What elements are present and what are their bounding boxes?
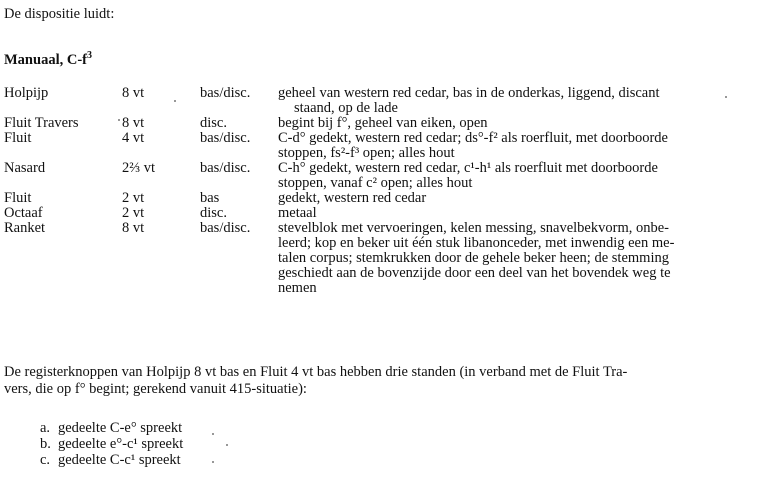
scan-speck <box>212 461 214 463</box>
register-description <box>278 191 718 206</box>
knob-positions-list <box>40 420 183 468</box>
list-item-text: gedeelte e°-c¹ spreekt <box>58 436 184 452</box>
list-item <box>40 420 183 436</box>
description-line: leerd; kop en beker uit één stuk libanonceder, met inwendig een me- <box>278 235 675 251</box>
register-table <box>4 86 718 296</box>
scan-speck <box>226 444 228 446</box>
list-item-label: b. <box>40 436 51 452</box>
register-range: bas <box>200 190 220 206</box>
description-line: geschiedt aan de bovenzijde door een deel van het bovendek weg te <box>278 265 671 281</box>
description-line: C-d° gedekt, western red cedar; ds°-f² als roerfluit, met doorboorde <box>278 130 668 146</box>
list-item-label: a. <box>40 420 51 436</box>
register-description <box>278 221 718 296</box>
register-size: 2 vt <box>122 205 145 221</box>
register-range: bas/disc. <box>200 160 251 176</box>
list-item-label: c. <box>40 452 51 468</box>
list-item-text: gedeelte C-c¹ spreekt <box>58 452 181 468</box>
register-name: Ranket <box>4 220 46 236</box>
table-row <box>4 221 718 296</box>
register-name: Octaaf <box>4 205 43 221</box>
description-line: begint bij f°, geheel van eiken, open <box>278 115 488 131</box>
register-description <box>278 161 718 191</box>
list-item <box>40 452 183 468</box>
register-size: 2⅔ vt <box>122 160 156 176</box>
description-line: stevelblok met vervoeringen, kelen messing, snavelbekvorm, onbe- <box>278 220 669 236</box>
register-size: 8 vt <box>122 115 145 131</box>
paragraph-line: De registerknoppen van Holpijp 8 vt bas en Fluit 4 vt bas hebben drie standen (in verband met de Fluit Tra- <box>4 364 628 380</box>
description-line: staand, op de lade <box>294 100 398 116</box>
register-size: 4 vt <box>122 130 145 146</box>
description-line: stoppen, vanaf c² open; alles hout <box>278 175 473 191</box>
scan-speck <box>118 119 120 121</box>
description-line: nemen <box>278 280 317 296</box>
register-size: 8 vt <box>122 85 145 101</box>
register-range: bas/disc. <box>200 220 251 236</box>
register-description <box>278 131 718 161</box>
register-range: disc. <box>200 115 227 131</box>
scan-speck <box>212 433 214 435</box>
scan-speck <box>725 96 727 98</box>
description-line: C-h° gedekt, western red cedar, c¹-h¹ als roerfluit met doorboorde <box>278 160 658 176</box>
register-name: Fluit <box>4 130 32 146</box>
register-description <box>278 116 718 131</box>
description-line: metaal <box>278 205 317 221</box>
register-description <box>278 86 718 116</box>
register-size: 8 vt <box>122 220 145 236</box>
register-knobs-paragraph <box>4 364 744 398</box>
register-size: 2 vt <box>122 190 145 206</box>
description-line: gedekt, western red cedar <box>278 190 427 206</box>
list-item-text: gedeelte C-e° spreekt <box>58 420 183 436</box>
description-line: geheel van western red cedar, bas in de onderkas, liggend, discant <box>278 85 660 101</box>
register-range: disc. <box>200 205 227 221</box>
intro-text: De dispositie luidt: <box>4 6 115 22</box>
section-heading <box>4 52 92 69</box>
description-line: stoppen, fs²-f³ open; alles hout <box>278 145 455 161</box>
section-title: Manuaal, C-f <box>4 52 87 68</box>
table-row <box>4 131 718 161</box>
register-name: Fluit Travers <box>4 115 79 131</box>
paragraph-line: vers, die op f° begint; gerekend vanuit 415-situatie): <box>4 381 307 397</box>
register-name: Fluit <box>4 190 32 206</box>
register-description <box>278 206 718 221</box>
list-item <box>40 436 183 452</box>
register-range: bas/disc. <box>200 130 251 146</box>
register-range: bas/disc. <box>200 85 251 101</box>
table-row <box>4 206 718 221</box>
register-name: Nasard <box>4 160 46 176</box>
scan-speck <box>174 100 176 102</box>
section-title-superscript: 3 <box>86 50 92 62</box>
register-name: Holpijp <box>4 85 49 101</box>
table-row <box>4 116 718 131</box>
table-row <box>4 161 718 191</box>
description-line: talen corpus; stemkrukken door de gehele beker heen; de stemming <box>278 250 669 266</box>
table-row <box>4 86 718 116</box>
table-row <box>4 191 718 206</box>
